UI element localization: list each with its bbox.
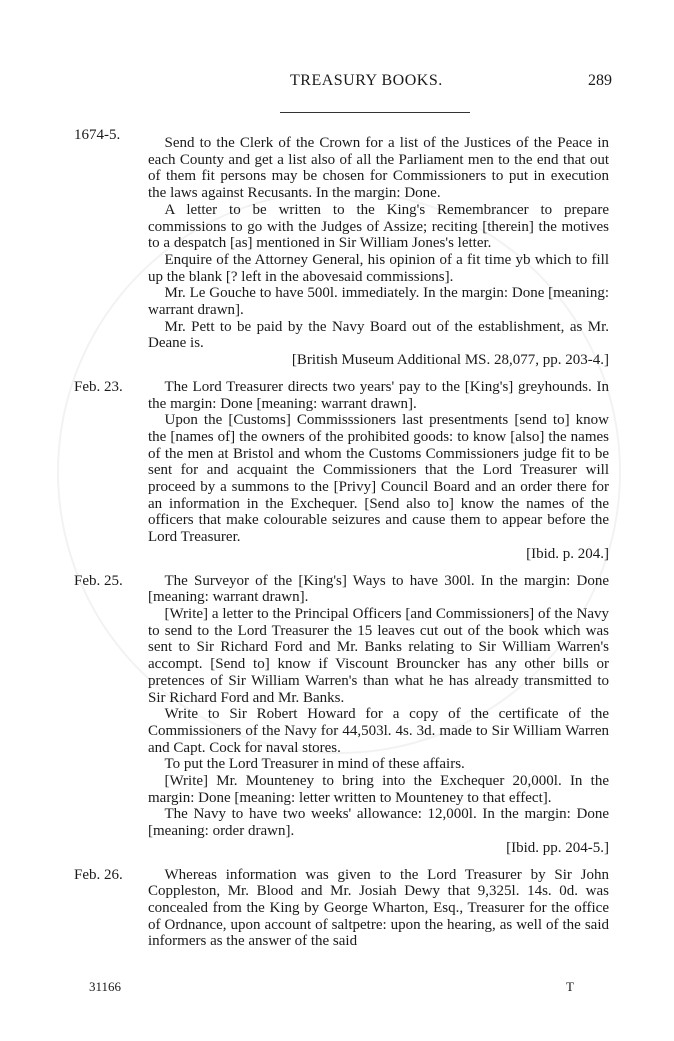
gathering-mark: T	[566, 979, 574, 994]
entry	[74, 379, 609, 563]
paragraph: A letter to be written to the King's Remembrancer to prepare commissions to go with the Judges of Assize; reciting [therein] the motives to a despatch [as] mentioned in Sir William Jones's letter.	[148, 201, 609, 252]
signature-number: 31166	[89, 979, 122, 994]
header-rule	[280, 112, 470, 113]
paragraph: [Write] a letter to the Principal Officers [and Commissioners] of the Navy to send to the Lord Treasurer the 15 leaves cut out of the book which was sent to Sir Richard Ford and Mr. Banks relating to Sir William Warren's accompt. [Send to] know if Viscount Brouncker has any other bills or pretences of Sir William Warren's than what he has already transmitted to Sir Richard Ford and Mr. Banks.	[148, 605, 609, 706]
source-citation: [Ibid. p. 204.]	[526, 545, 609, 562]
paragraph: The Navy to have two weeks' allowance: 12,000l. In the margin: Done [meaning: order drawn].	[148, 806, 609, 840]
paragraph: Whereas information was given to the Lord Treasurer by Sir John Coppleston, Mr. Blood and Mr. Josiah Dewy that 9,325l. 14s. 0d. was concealed from the King by George Wharton, Esq., Treasurer for the office of Ordnance, upon account of saltpetre: upon the hearing, as well of the said informers as the answer of the said	[148, 866, 609, 950]
paragraph: Mr. Le Gouche to have 500l. immediately. In the margin: Done [meaning: warrant drawn].	[148, 285, 609, 319]
page-footer	[0, 979, 674, 999]
page-body	[74, 127, 609, 950]
paragraph: Mr. Pett to be paid by the Navy Board out of the establishment, as Mr. Deane is.	[148, 318, 609, 352]
entry-date: Feb. 23.	[74, 378, 123, 395]
paragraph: The Lord Treasurer directs two years' pay to the [King's] greyhounds. In the margin: Done [meaning: warrant drawn].	[148, 378, 609, 412]
page-number: 289	[588, 72, 612, 89]
page-header	[0, 72, 674, 96]
entry	[74, 867, 609, 951]
year-label: 1674-5.	[74, 127, 121, 143]
entry	[74, 127, 609, 369]
source-citation: [British Museum Additional MS. 28,077, pp. 203-4.]	[291, 352, 609, 369]
paragraph: Upon the [Customs] Commisssioners last presentments [send to] know the [names of] the owners of the prohibited goods: to know [also] the names of the men at Bristol and whom the Customs Commissioners judge fit to be sent for and acquaint the Commissioners that the Lord Treasurer will proceed by a summons to the [Privy] Council Board and an order there for an information in the Exchequer. [Send also to] know the names of the officers that make colourable seizures and cause them to appear before the Lord Treasurer.	[148, 412, 609, 546]
source-citation: [Ibid. pp. 204-5.]	[506, 839, 609, 856]
paragraph: Write to Sir Robert Howard for a copy of the certificate of the Commissioners of the Navy for 44,503l. 4s. 3d. made to Sir William Warren and Capt. Cock for naval stores.	[148, 706, 609, 756]
entry	[74, 573, 609, 857]
entry-date: Feb. 26.	[74, 866, 123, 883]
paragraph: The Surveyor of the [King's] Ways to have 300l. In the margin: Done [meaning: warrant drawn].	[148, 572, 609, 606]
entry-date: Feb. 25.	[74, 572, 123, 589]
paragraph: Enquire of the Attorney General, his opinion of a fit time yb which to fill up the blank [? left in the abovesaid commissions].	[148, 251, 609, 285]
paragraph: [Write] Mr. Mounteney to bring into the Exchequer 20,000l. In the margin: Done [meaning: letter written to Mounteney to that effect].	[148, 773, 609, 806]
paragraph: To put the Lord Treasurer in mind of these affairs.	[164, 756, 465, 773]
running-title: TREASURY BOOKS.	[290, 72, 443, 89]
paragraph: Send to the Clerk of the Crown for a list of the Justices of the Peace in each County and get a list also of all the Parliament men to the end that out of them fit persons may be chosen for Commissioners to put in execution the laws against Recusants. In the margin: Done.	[148, 135, 609, 202]
